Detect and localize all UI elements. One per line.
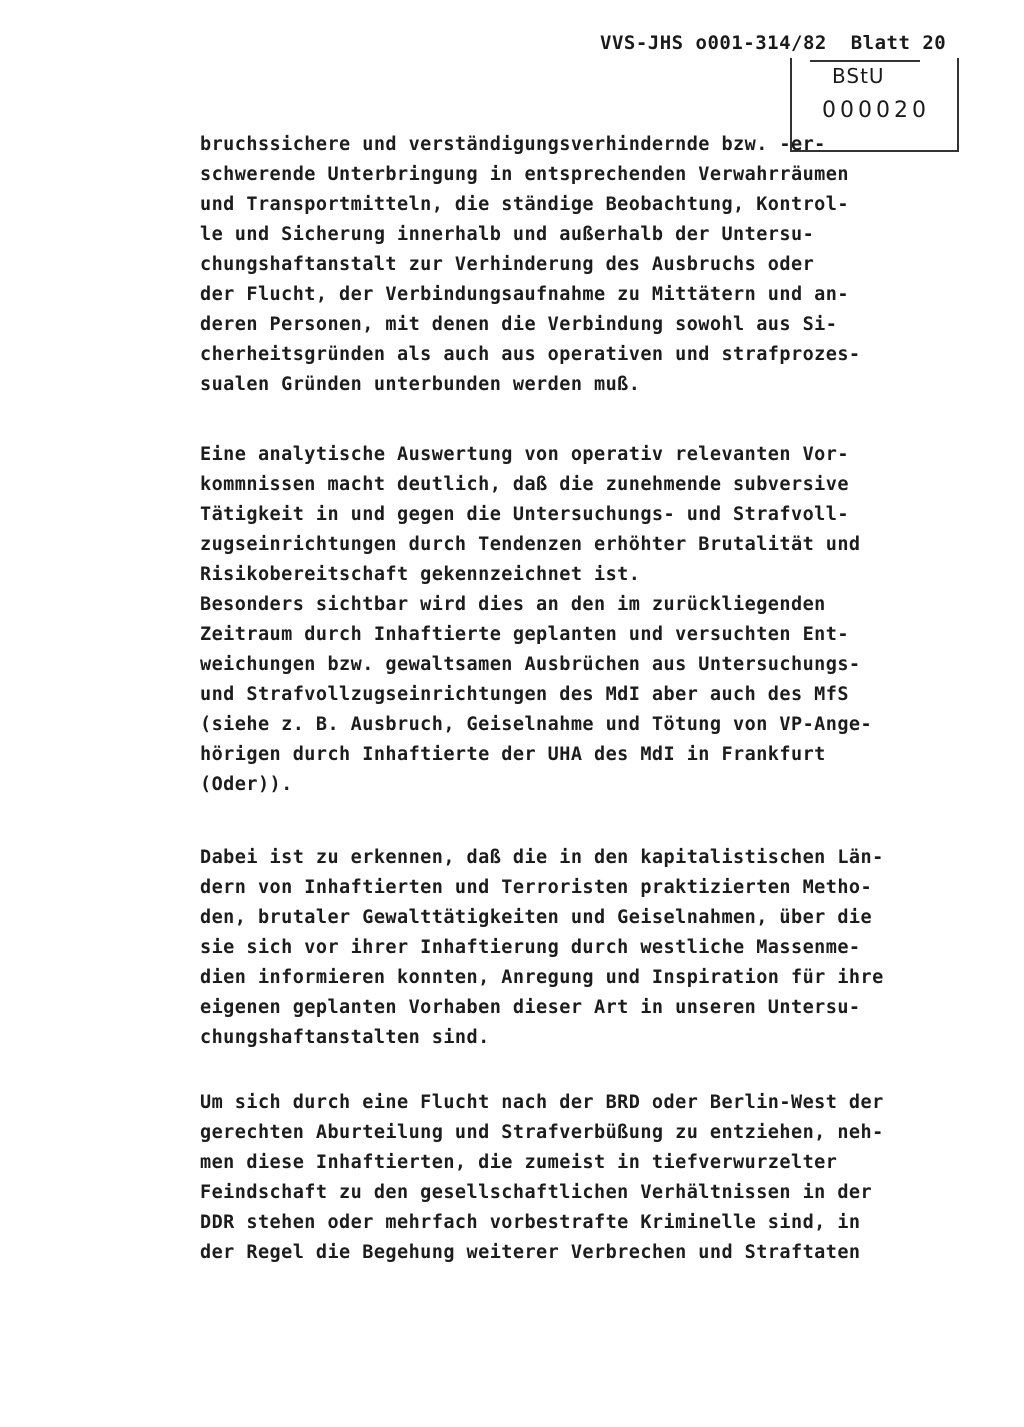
text-line: chungshaftanstalt zur Verhinderung des Ausbruchs oder <box>200 254 815 275</box>
text-line: und Transportmitteln, die ständige Beobachtung, Kontrol- <box>200 194 849 215</box>
text-line: zugseinrichtungen durch Tendenzen erhöhter Brutalität und <box>200 534 861 555</box>
text-line: dern von Inhaftierten und Terroristen praktizierten Metho- <box>200 877 873 898</box>
text-line: (siehe z. B. Ausbruch, Geiselnahme und Tötung von VP-Ange- <box>200 714 873 735</box>
stamp-title: BStU <box>832 64 885 88</box>
text-line: hörigen durch Inhaftierte der UHA des MdI in Frankfurt <box>200 744 826 765</box>
text-line: Eine analytische Auswertung von operativ relevanten Vor- <box>200 444 849 465</box>
text-line: der Flucht, der Verbindungsaufnahme zu Mittätern und an- <box>200 284 849 305</box>
text-line: cherheitsgründen als auch aus operativen und strafprozes- <box>200 344 861 365</box>
text-line: le und Sicherung innerhalb und außerhalb der Untersu- <box>200 224 815 245</box>
text-line: der Regel die Begehung weiterer Verbrechen und Straftaten <box>200 1242 861 1263</box>
paragraph-3 <box>200 843 940 1053</box>
text-line: men diese Inhaftierten, die zumeist in tiefverwurzelter <box>200 1152 838 1173</box>
text-line: Tätigkeit in und gegen die Untersuchungs- und Strafvoll- <box>200 504 849 525</box>
text-line: gerechten Aburteilung und Strafverbüßung zu entziehen, neh- <box>200 1122 884 1143</box>
paragraph-4 <box>200 1088 940 1268</box>
text-line: sualen Gründen unterbunden werden muß. <box>200 374 641 395</box>
text-line: DDR stehen oder mehrfach vorbestrafte Kriminelle sind, in <box>200 1212 861 1233</box>
text-line: dien informieren konnten, Anregung und Inspiration für ihre <box>200 967 884 988</box>
text-line: Feindschaft zu den gesellschaftlichen Verhältnissen in der <box>200 1182 873 1203</box>
paragraph-2 <box>200 440 940 800</box>
text-line: sie sich vor ihrer Inhaftierung durch westliche Massenme- <box>200 937 861 958</box>
document-reference: VVS-JHS o001-314/82 Blatt 20 <box>600 32 947 54</box>
text-line: Dabei ist zu erkennen, daß die in den kapitalistischen Län- <box>200 847 884 868</box>
text-line: weichungen bzw. gewaltsamen Ausbrüchen aus Untersuchungs- <box>200 654 861 675</box>
text-line: schwerende Unterbringung in entsprechenden Verwahrräumen <box>200 164 849 185</box>
text-line: (Oder)). <box>200 774 293 795</box>
stamp-top-line <box>810 60 920 62</box>
text-line: Besonders sichtbar wird dies an den im zurückliegenden <box>200 594 826 615</box>
text-line: eigenen geplanten Vorhaben dieser Art in unseren Untersu- <box>200 997 861 1018</box>
text-line: kommnissen macht deutlich, daß die zunehmende subversive <box>200 474 849 495</box>
text-line: bruchssichere und verständigungsverhindernde bzw. -er- <box>200 134 826 155</box>
text-line: Zeitraum durch Inhaftierte geplanten und versuchten Ent- <box>200 624 849 645</box>
text-line: den, brutaler Gewalttätigkeiten und Geiselnahmen, über die <box>200 907 873 928</box>
text-line: deren Personen, mit denen die Verbindung sowohl aus Si- <box>200 314 838 335</box>
text-line: und Strafvollzugseinrichtungen des MdI aber auch des MfS <box>200 684 849 705</box>
paragraph-1 <box>200 130 940 400</box>
stamp-page-number: 000020 <box>822 98 930 123</box>
text-line: chungshaftanstalten sind. <box>200 1027 490 1048</box>
text-line: Risikobereitschaft gekennzeichnet ist. <box>200 564 641 585</box>
text-line: Um sich durch eine Flucht nach der BRD oder Berlin-West der <box>200 1092 884 1113</box>
